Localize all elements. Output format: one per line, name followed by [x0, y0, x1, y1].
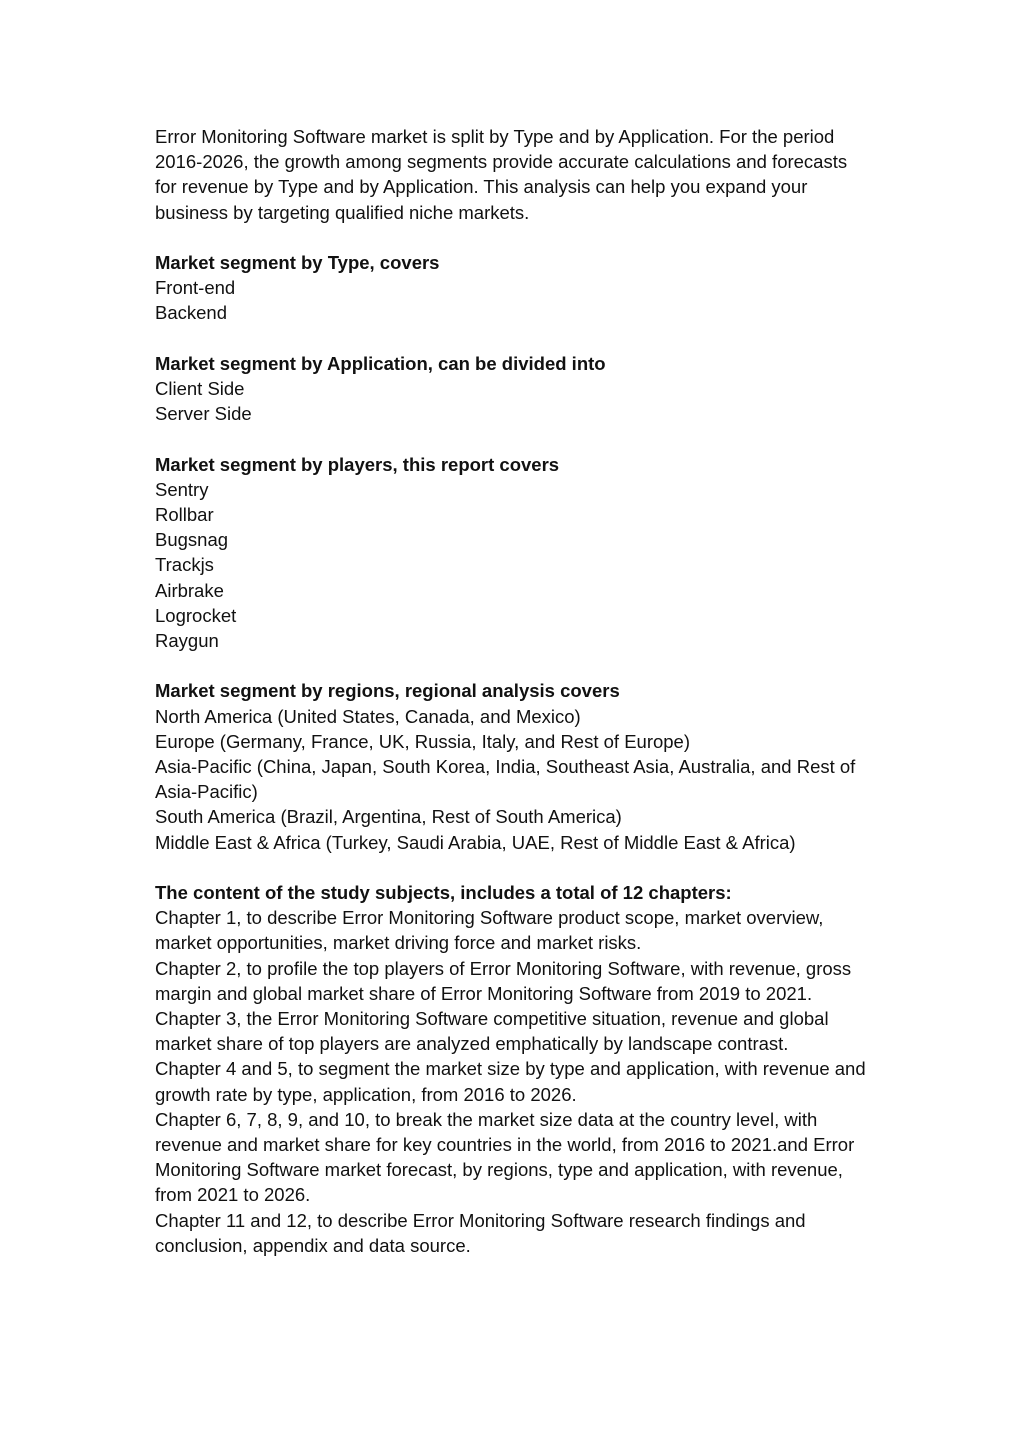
chapters-list — [155, 905, 870, 1258]
list-item: Airbrake — [155, 579, 224, 601]
section-chapters — [155, 880, 870, 1258]
section-application-heading: Market segment by Application, can be divided into — [155, 352, 606, 374]
section-regions — [155, 678, 870, 854]
section-type-heading: Market segment by Type, covers — [155, 252, 440, 273]
players-list — [155, 477, 870, 653]
section-players-heading: Market segment by players, this report covers — [155, 453, 560, 475]
regions-list — [155, 704, 870, 855]
intro-paragraph: Error Monitoring Software market is split by Type and by Application. For the period 2016-2026, the growth among segments provide accurate calculations and forecasts for revenue by Type and by Application. This analysis can help you expand your business by targeting qualified niche markets. — [155, 126, 848, 223]
list-item: Chapter 11 and 12, to describe Error Monitoring Software research findings and conclusion, appendix and data source. — [155, 1209, 806, 1256]
list-item: Rollbar — [155, 504, 214, 525]
list-item: Asia-Pacific (China, Japan, South Korea, India, Southeast Asia, Australia, and Rest of Asia-Pacific) — [155, 756, 856, 803]
list-item: Trackjs — [155, 554, 214, 576]
section-type — [155, 250, 870, 326]
list-item: Chapter 6, 7, 8, 9, and 10, to break the market size data at the country level, with revenue and market share for key countries in the world, from 2016 to 2021.and Error Monitoring Software market forecast, by regions, type and application, with revenue, from 2021 to 2026. — [155, 1108, 855, 1206]
list-item: Client Side — [155, 378, 245, 399]
list-item: Raygun — [155, 630, 219, 652]
section-chapters-heading: The content of the study subjects, includes a total of 12 chapters: — [155, 882, 732, 904]
list-item: Middle East & Africa (Turkey, Saudi Arabia, UAE, Rest of Middle East & Africa) — [155, 831, 796, 853]
section-players — [155, 452, 870, 654]
list-item: Europe (Germany, France, UK, Russia, Italy, and Rest of Europe) — [155, 730, 691, 752]
list-item: Backend — [155, 302, 227, 324]
list-item: Sentry — [155, 478, 209, 500]
application-list — [155, 376, 870, 426]
list-item: Chapter 3, the Error Monitoring Software competitive situation, revenue and global market share of top players are analyzed emphatically by landscape contrast. — [155, 1008, 829, 1055]
type-list — [155, 275, 870, 325]
section-application — [155, 351, 870, 427]
document-page — [155, 124, 870, 1258]
list-item: North America (United States, Canada, and Mexico) — [155, 705, 581, 727]
list-item: Logrocket — [155, 604, 237, 626]
list-item: South America (Brazil, Argentina, Rest of South America) — [155, 806, 622, 828]
list-item: Server Side — [155, 403, 252, 425]
list-item: Chapter 1, to describe Error Monitoring Software product scope, market overview, market opportunities, market driving force and market risks. — [155, 907, 824, 954]
list-item: Front-end — [155, 277, 236, 299]
section-regions-heading: Market segment by regions, regional analysis covers — [155, 680, 620, 702]
list-item: Bugsnag — [155, 529, 229, 551]
list-item: Chapter 2, to profile the top players of Error Monitoring Software, with revenue, gross margin and global market share of Error Monitoring Software from 2019 to 2021. — [155, 957, 852, 1004]
list-item: Chapter 4 and 5, to segment the market size by type and application, with revenue and growth rate by type, application, from 2016 to 2026. — [155, 1058, 866, 1105]
